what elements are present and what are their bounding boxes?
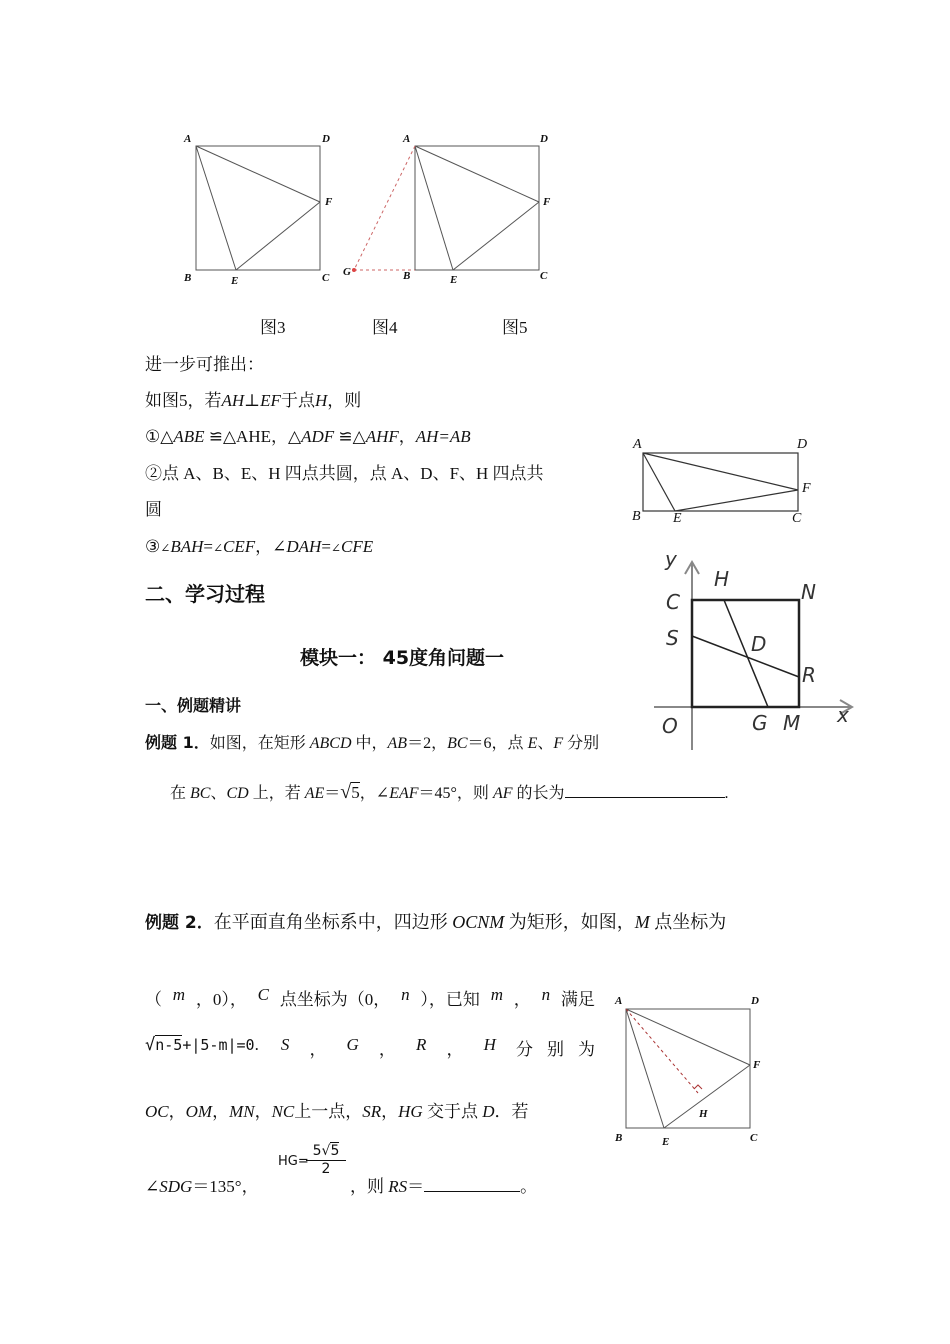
- fig4-label-e: E: [450, 274, 458, 286]
- fig4-label-d: D: [540, 133, 548, 145]
- example2-line2: （ m ，0）， C 点坐标为（0， n ），已知 m ， n 满足: [145, 985, 595, 1009]
- fig4-ef: [453, 202, 539, 270]
- further-line1: 如图5，若AH⊥EF于点H，则: [145, 391, 362, 410]
- coord-label-c: C: [666, 590, 680, 614]
- coord-label-g: G: [752, 711, 768, 735]
- bottom-label-d: D: [751, 995, 759, 1007]
- rect-label-b: B: [632, 509, 641, 524]
- coord-label-x: x: [837, 703, 849, 727]
- fig4-point-g: [352, 268, 356, 272]
- further-intro: 进一步可推出：: [145, 355, 264, 374]
- caption-fig4: 图4: [372, 318, 398, 337]
- fig3-label-d: D: [322, 133, 330, 145]
- example2-line1: 例题 2．在平面直角坐标系中，四边形 OCNM 为矩形，如图，M 点坐标为: [145, 912, 727, 933]
- bottom-label-a: A: [615, 995, 623, 1007]
- section-title: 二、学习过程: [145, 582, 265, 606]
- figure-3: [180, 130, 340, 290]
- caption-fig5: 图5: [502, 318, 528, 337]
- further-item1: ①△ABE ≌△AHE，△ADF ≌△AHF，AH=AB: [145, 427, 471, 446]
- figure-4: [340, 130, 550, 290]
- rect-label-f: F: [802, 481, 811, 496]
- example1-answer-blank[interactable]: [565, 783, 725, 798]
- coord-label-o: O: [662, 714, 678, 738]
- coord-label-r: R: [802, 663, 816, 687]
- bottom-label-e: E: [662, 1136, 670, 1148]
- example2-answer-blank[interactable]: [424, 1177, 520, 1192]
- fig4-label-g: G: [343, 266, 351, 278]
- bottom-label-f: F: [753, 1059, 761, 1071]
- rect-label-c: C: [792, 511, 802, 526]
- fig3-af: [196, 146, 320, 202]
- example2-line5: ∠SDG＝135°，: [145, 1177, 259, 1196]
- further-item2: ②点 A、B、E、H 四点共圆，点 A、D、F、H 四点共: [145, 464, 544, 483]
- fig4-af: [415, 146, 539, 202]
- caption-fig3: 图3: [260, 318, 286, 337]
- fig4-label-f: F: [543, 196, 551, 208]
- rect-label-d: D: [797, 437, 808, 452]
- fig4-ag: [354, 146, 415, 270]
- fig4-ae: [415, 146, 453, 270]
- module-title: 模块一： 45度角问题一: [300, 647, 505, 669]
- fig3-square: [196, 146, 320, 270]
- example2-hg-label: HG=: [278, 1154, 309, 1169]
- example2-line5-end: ，则 RS＝ 。: [350, 1177, 538, 1196]
- fig3-ae: [196, 146, 236, 270]
- fig3-label-a: A: [184, 133, 192, 145]
- rect-label-a: A: [633, 437, 642, 452]
- fig4-label-c: C: [540, 270, 548, 282]
- example1-line2: 在 BC、CD 上，若 AE＝√5，∠EAF＝45°，则 AF 的长为 .: [170, 781, 729, 803]
- coord-label-n: N: [801, 580, 816, 604]
- coord-label-y: y: [665, 547, 677, 571]
- fig4-label-b: B: [403, 270, 411, 282]
- example1-line1: 例题 1．如图，在矩形 ABCD 中，AB＝2，BC＝6，点 E、F 分别: [145, 733, 600, 752]
- bottom-label-b: B: [615, 1132, 623, 1144]
- example2-fraction: 5√5 2: [306, 1143, 346, 1177]
- coord-label-s: S: [666, 626, 679, 650]
- example2-line3: √ n-5 +|5-m|=0 . S ， G ， R ， H 分别为: [145, 1035, 609, 1059]
- coord-label-h: H: [714, 567, 730, 591]
- coord-label-d: D: [751, 632, 767, 656]
- fig3-label-e: E: [231, 275, 239, 287]
- bottom-label-h: H: [699, 1108, 708, 1120]
- fig3-label-c: C: [322, 272, 330, 284]
- bottom-label-c: C: [750, 1132, 758, 1144]
- fig3-label-b: B: [184, 272, 192, 284]
- rect-label-e: E: [673, 511, 682, 526]
- fig3-ef: [236, 202, 320, 270]
- coord-label-m: M: [783, 711, 801, 735]
- fig3-label-f: F: [325, 196, 333, 208]
- example2-line4: OC，OM，MN，NC上一点，SR，HG 交于点 D．若: [145, 1102, 529, 1121]
- subsection-title: 一、例题精讲: [145, 696, 242, 715]
- further-item3: ③∠BAH=∠CEF，∠DAH=∠CFE: [145, 537, 374, 556]
- further-item2-cont: 圆: [145, 500, 162, 519]
- fig4-label-a: A: [403, 133, 411, 145]
